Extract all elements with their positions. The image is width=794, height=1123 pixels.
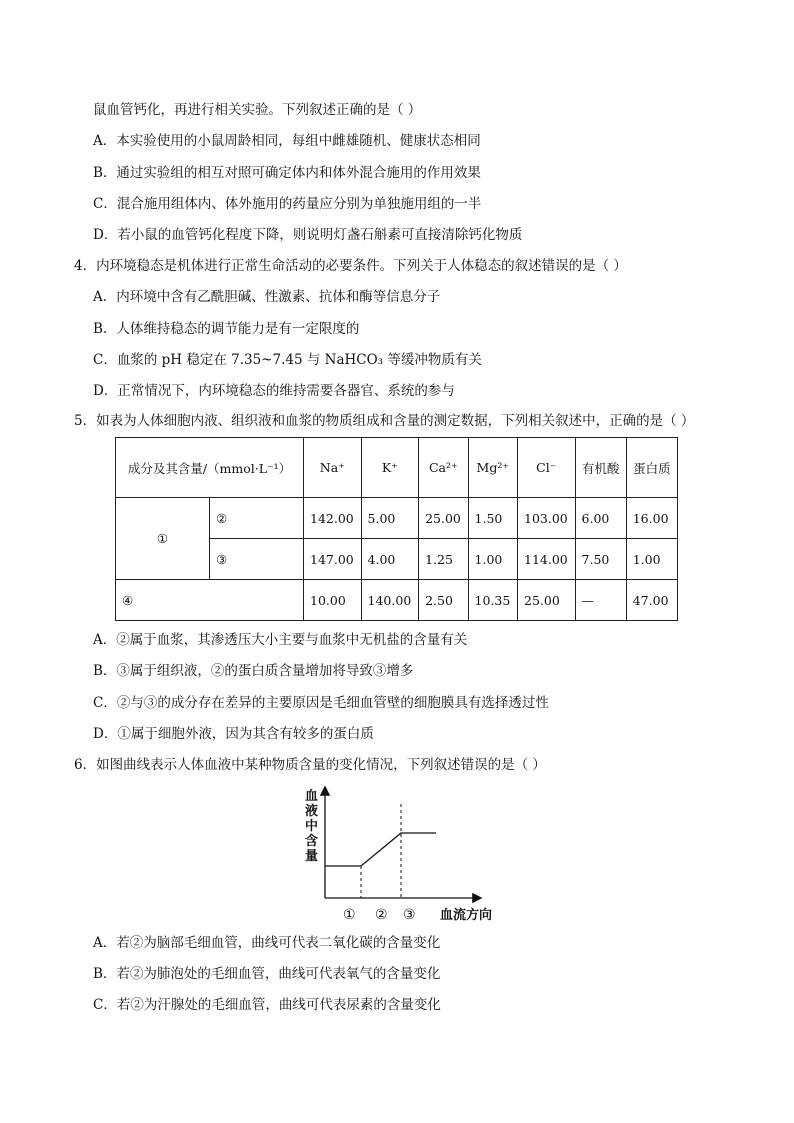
value-cell: 1.25 xyxy=(419,539,468,580)
value-cell: — xyxy=(575,580,626,621)
q5-option-d: D．①属于细胞外液，因为其含有较多的蛋白质 xyxy=(93,726,374,742)
value-cell: 10.00 xyxy=(304,580,362,621)
value-cell: 25.00 xyxy=(419,498,468,539)
value-cell: 10.35 xyxy=(468,580,517,621)
table-row xyxy=(116,498,678,539)
x-axis-label: 血流方向 xyxy=(440,908,493,923)
q6-stem: 6．如图曲线表示人体血液中某种物质含量的变化情况，下列叙述错误的是（ ） xyxy=(74,757,546,773)
value-cell: 1.00 xyxy=(468,539,517,580)
q6-option-c: C．若②为汗腺处的毛细血管，曲线可代表尿素的含量变化 xyxy=(93,997,441,1013)
q5-data-table xyxy=(115,437,678,621)
header-cell: 蛋白质 xyxy=(626,438,677,498)
q5-option-c: C．②与③的成分存在差异的主要原因是毛细血管壁的细胞膜具有选择透过性 xyxy=(93,695,549,711)
q3-option-b: B．通过实验组的相互对照可确定体内和体外混合施用的作用效果 xyxy=(93,165,481,181)
marker-3: ③ xyxy=(403,907,416,923)
q6-figure xyxy=(300,780,510,925)
q4-option-d: D．正常情况下，内环境稳态的维持需要各器官、系统的参与 xyxy=(93,383,455,399)
value-cell: 47.00 xyxy=(626,580,677,621)
header-cell: 成分及其含量/（mmol·L⁻¹） xyxy=(116,438,304,498)
row-label-cell: ② xyxy=(210,498,304,539)
table-row xyxy=(116,580,678,621)
q5-stem: 5．如表为人体细胞内液、组织液和血浆的物质组成和含量的测定数据，下列相关叙述中，正确的是（ ） xyxy=(74,413,695,429)
value-cell: 16.00 xyxy=(626,498,677,539)
q4-option-b: B．人体维持稳态的调节能力是有一定限度的 xyxy=(93,321,360,337)
value-cell: 7.50 xyxy=(575,539,626,580)
header-cell: Ca²⁺ xyxy=(419,438,468,498)
value-cell: 2.50 xyxy=(419,580,468,621)
q4-stem: 4．内环境稳态是机体进行正常生命活动的必要条件。下列关于人体稳态的叙述错误的是（ ） xyxy=(74,258,627,274)
q3-stem-continuation: 鼠血管钙化，再进行相关实验。下列叙述正确的是（ ） xyxy=(93,102,422,118)
row-label-cell: ③ xyxy=(210,539,304,580)
y-axis-label: 血液中含量 xyxy=(305,789,319,864)
value-cell: 1.00 xyxy=(626,539,677,580)
value-cell: 114.00 xyxy=(518,539,576,580)
value-cell: 5.00 xyxy=(361,498,419,539)
q5-option-b: B．③属于组织液，②的蛋白质含量增加将导致③增多 xyxy=(93,663,414,679)
q6-option-a: A．若②为脑部毛细血管，曲线可代表二氧化碳的含量变化 xyxy=(93,935,441,951)
header-cell: Na⁺ xyxy=(304,438,362,498)
value-cell: 103.00 xyxy=(518,498,576,539)
header-cell: Cl⁻ xyxy=(518,438,576,498)
header-cell: Mg²⁺ xyxy=(468,438,517,498)
marker-1: ① xyxy=(343,907,356,923)
table-header-row xyxy=(116,438,678,498)
q5-option-a: A．②属于血浆，其渗透压大小主要与血浆中无机盐的含量有关 xyxy=(93,632,468,648)
q4-option-a: A．内环境中含有乙酰胆碱、性激素、抗体和酶等信息分子 xyxy=(93,289,441,305)
header-cell: 有机酸 xyxy=(575,438,626,498)
q3-option-c: C．混合施用组体内、体外施用的药量应分别为单独施用组的一半 xyxy=(93,196,482,212)
value-cell: 6.00 xyxy=(575,498,626,539)
value-cell: 140.00 xyxy=(361,580,419,621)
q6-option-b: B．若②为肺泡处的毛细血管，曲线可代表氧气的含量变化 xyxy=(93,966,441,982)
row-label-cell: ④ xyxy=(116,580,304,621)
q4-option-c: C．血浆的 pH 稳定在 7.35~7.45 与 NaHCO₃ 等缓冲物质有关 xyxy=(93,352,482,368)
header-cell: K⁺ xyxy=(361,438,419,498)
value-cell: 147.00 xyxy=(304,539,362,580)
value-cell: 25.00 xyxy=(518,580,576,621)
content-curve xyxy=(325,833,436,866)
value-cell: 4.00 xyxy=(361,539,419,580)
q3-option-d: D．若小鼠的血管钙化程度下降，则说明灯盏石斛素可直接清除钙化物质 xyxy=(93,227,523,243)
group-label-cell: ① xyxy=(116,498,210,580)
value-cell: 142.00 xyxy=(304,498,362,539)
q3-option-a: A．本实验使用的小鼠周龄相同，每组中雌雄随机、健康状态相同 xyxy=(93,133,481,149)
marker-2: ② xyxy=(375,907,388,923)
value-cell: 1.50 xyxy=(468,498,517,539)
